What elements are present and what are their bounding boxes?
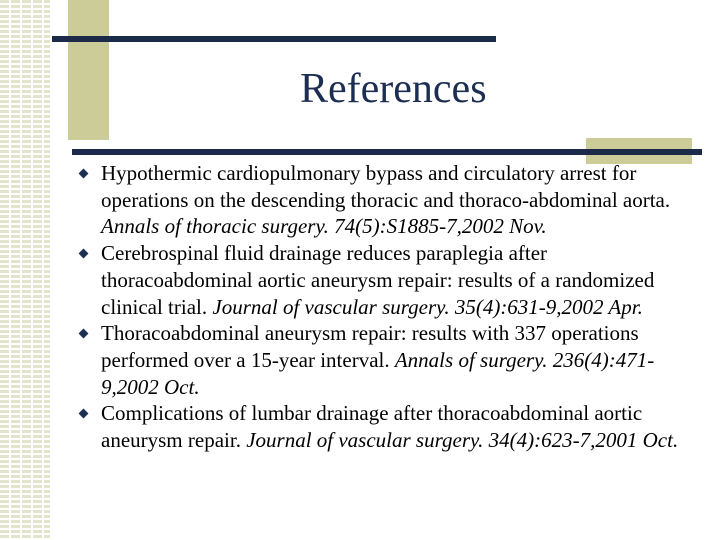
reference-text: Cerebrospinal fluid drainage reduces paraplegia after thoracoabdominal aortic aneurysm repair: results of a randomized clinical trial. [101, 241, 655, 319]
title-bottom-rule [72, 149, 702, 155]
diamond-bullet-icon [79, 329, 89, 339]
reference-item [78, 320, 688, 400]
reference-journal: Annals of surgery. 236(4):471-9,2002 Oct. [101, 347, 655, 399]
olive-vertical-bar [68, 0, 109, 140]
reference-list [78, 160, 688, 454]
reference-item [78, 160, 688, 240]
reference-text: Hypothermic cardiopulmonary bypass and circulatory arrest for operations on the descending thoracic and thoraco-abdominal aorta. [101, 161, 671, 212]
reference-text: Thoracoabdominal aneurysm repair: results with 337 operations performed over a 15-year interval. [101, 321, 639, 372]
reference-journal: Journal of vascular surgery. 35(4):631-9,2002 Apr. [212, 294, 643, 319]
diamond-bullet-icon [79, 169, 89, 179]
reference-journal: Annals of thoracic surgery. 74(5):S1885-7,2002 Nov. [101, 214, 547, 239]
reference-item [78, 400, 688, 453]
reference-text: Complications of lumbar drainage after thoracoabdominal aortic aneurysm repair. [101, 401, 643, 453]
title-top-rule [52, 36, 496, 42]
reference-item [78, 240, 688, 320]
reference-journal: Journal of vascular surgery. 34(4):623-7,2001 Oct. [246, 428, 679, 453]
striped-side-band [0, 0, 50, 540]
diamond-bullet-icon [79, 249, 89, 259]
slide-title: References [300, 66, 487, 112]
diamond-bullet-icon [79, 409, 89, 419]
